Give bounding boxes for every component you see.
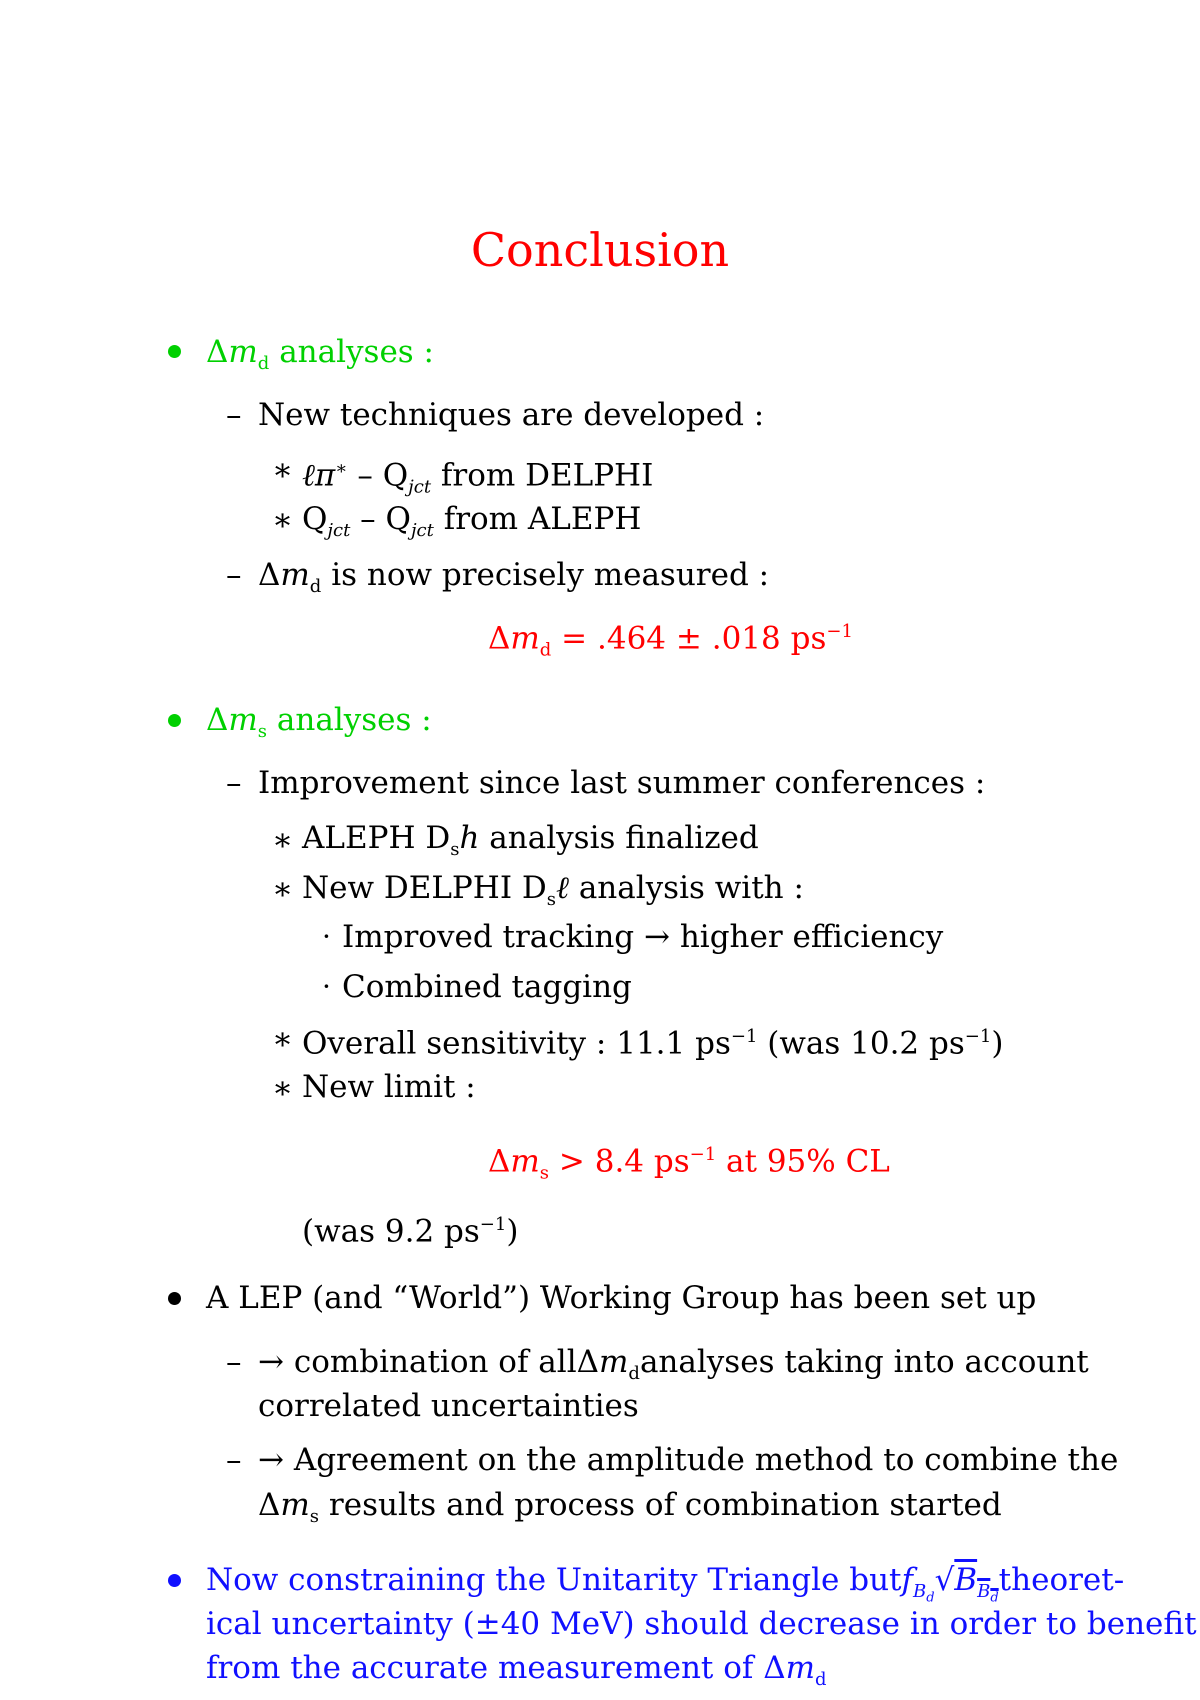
page-title: Conclusion [470, 223, 730, 277]
list-item: $Q_{jct} - Q_{jct}$ from ALEPH [302, 501, 642, 542]
dash-marker: – [226, 1344, 242, 1380]
section-heading-unitarity: Now constraining the Unitarity Triangle but $f_{B_d}√B_{B_d}$ theoret- [206, 1562, 1125, 1606]
result-dmd: $\Delta m_d = .464 \pm .018$ $ps^{-1}$ [488, 620, 853, 661]
section-text-continued: from the accurate measurement of $\Delta m_d$ [206, 1650, 827, 1691]
list-item: ALEPH $D_sh$ analysis finalized [302, 820, 759, 861]
dot-marker: · [322, 970, 331, 1003]
star-marker: ∗ [272, 1021, 294, 1057]
bullet-dot [168, 1292, 181, 1305]
list-item: Improvement since last summer conferences : [258, 765, 986, 801]
list-item: New techniques are developed : [258, 397, 765, 433]
star-marker: ∗ [272, 452, 294, 488]
list-item-continued: correlated uncertainties [258, 1388, 639, 1424]
section-heading-working-group: A LEP (and “World”) Working Group has been set up [206, 1280, 1037, 1316]
bullet-dot [168, 1574, 181, 1587]
dash-marker: – [226, 1442, 242, 1478]
section-heading-dmd: $\Delta m_d$ analyses : [206, 334, 435, 375]
list-item: Combined tagging [342, 969, 632, 1005]
bullet-dot [168, 714, 181, 727]
star-marker: ∗ [272, 1070, 294, 1106]
dash-marker: – [226, 765, 242, 801]
list-item: New limit : [302, 1069, 476, 1105]
list-item: → Agreement on the amplitude method to combine the [258, 1442, 1119, 1478]
list-item: New DELPHI $D_s\ell$ analysis with : [302, 870, 804, 911]
star-marker: ∗ [272, 502, 294, 538]
bullet-dot [168, 345, 181, 358]
list-item-continued: $\Delta m_s$ results and process of combination started [258, 1487, 1002, 1528]
list-item: → combination of all $\Delta m_d$ analyses taking into account [258, 1344, 1089, 1385]
section-text-continued: ical uncertainty (±40 MeV) should decrease in order to benefit [206, 1606, 1197, 1642]
previous-limit-note: (was 9.2 $ps^{-1}$) [302, 1213, 519, 1250]
star-marker: ∗ [272, 822, 294, 858]
dash-marker: – [226, 557, 242, 593]
result-dms-limit: $\Delta m_s > 8.4$ $ps^{-1}$ at 95% CL [488, 1143, 890, 1184]
list-item: $\Delta m_d$ is now precisely measured : [258, 557, 770, 598]
list-item: Overall sensitivity : 11.1 $ps^{-1}$ (was 10.2 $ps^{-1}$) [302, 1025, 1004, 1062]
dash-marker: – [226, 397, 242, 433]
dot-marker: · [322, 920, 331, 953]
star-marker: ∗ [272, 871, 294, 907]
list-item: Improved tracking → higher efficiency [342, 919, 944, 955]
section-heading-dms: $\Delta m_s$ analyses : [206, 702, 432, 743]
list-item: ℓπ∗ – $Q_{jct}$ from DELPHI [302, 457, 654, 498]
